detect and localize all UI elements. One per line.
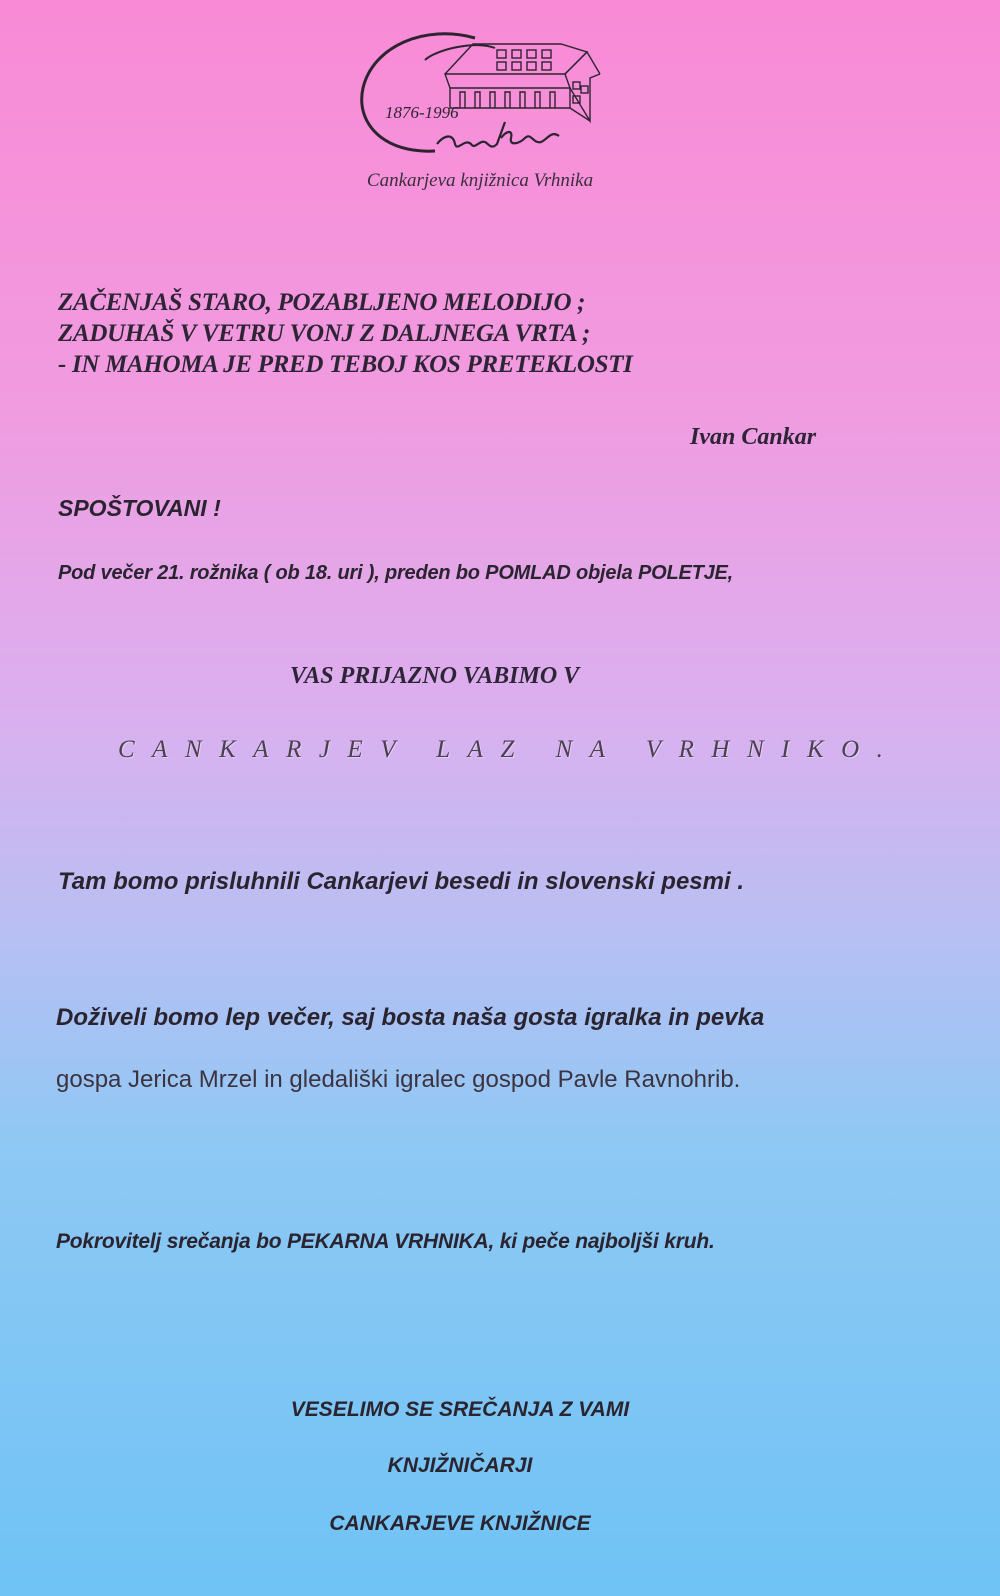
cankar-house-logo-icon: [355, 26, 615, 166]
invitation-heading: VAS PRIJAZNO VABIMO V: [290, 663, 580, 689]
guests-text-line-2: gospa Jerica Mrzel in gledališki igralec gospod Pavle Ravnohrib.: [56, 1066, 741, 1093]
closing-line-1: VESELIMO SE SREČANJA Z VAMI: [290, 1398, 630, 1421]
closing-line-3: CANKARJEVE KNJIŽNICE: [329, 1512, 591, 1535]
sponsor-text: Pokrovitelj srečanja bo PEKARNA VRHNIKA, ki peče najboljši kruh.: [56, 1230, 715, 1253]
quote-line: ZAČENJAŠ STARO, POZABLJENO MELODIJO ;: [58, 289, 586, 316]
quote-line: ZADUHAŠ V VETRU VONJ Z DALJNEGA VRTA ;: [58, 320, 590, 347]
closing-line-2: KNJIŽNIČARJI: [387, 1454, 533, 1477]
logo-years: 1876-1996: [385, 103, 459, 122]
library-logo: [355, 26, 615, 166]
program-text: Tam bomo prisluhnili Cankarjevi besedi in slovenski pesmi .: [58, 868, 744, 895]
quote-author: Ivan Cankar: [690, 424, 817, 450]
library-name: Cankarjeva knjižnica Vrhnika: [366, 170, 594, 191]
event-date-text: Pod večer 21. rožnika ( ob 18. uri ), preden bo POMLAD objela POLETJE,: [58, 562, 734, 584]
quote-line: - IN MAHOMA JE PRED TEBOJ KOS PRETEKLOSTI: [58, 351, 633, 378]
event-location: CANKARJEV LAZ NA VRHNIKO.: [118, 736, 901, 763]
cankar-quote: [58, 287, 633, 380]
greeting: SPOŠTOVANI !: [58, 495, 221, 521]
guests-text-line-1: Doživeli bomo lep večer, saj bosta naša gosta igralka in pevka: [56, 1004, 765, 1031]
